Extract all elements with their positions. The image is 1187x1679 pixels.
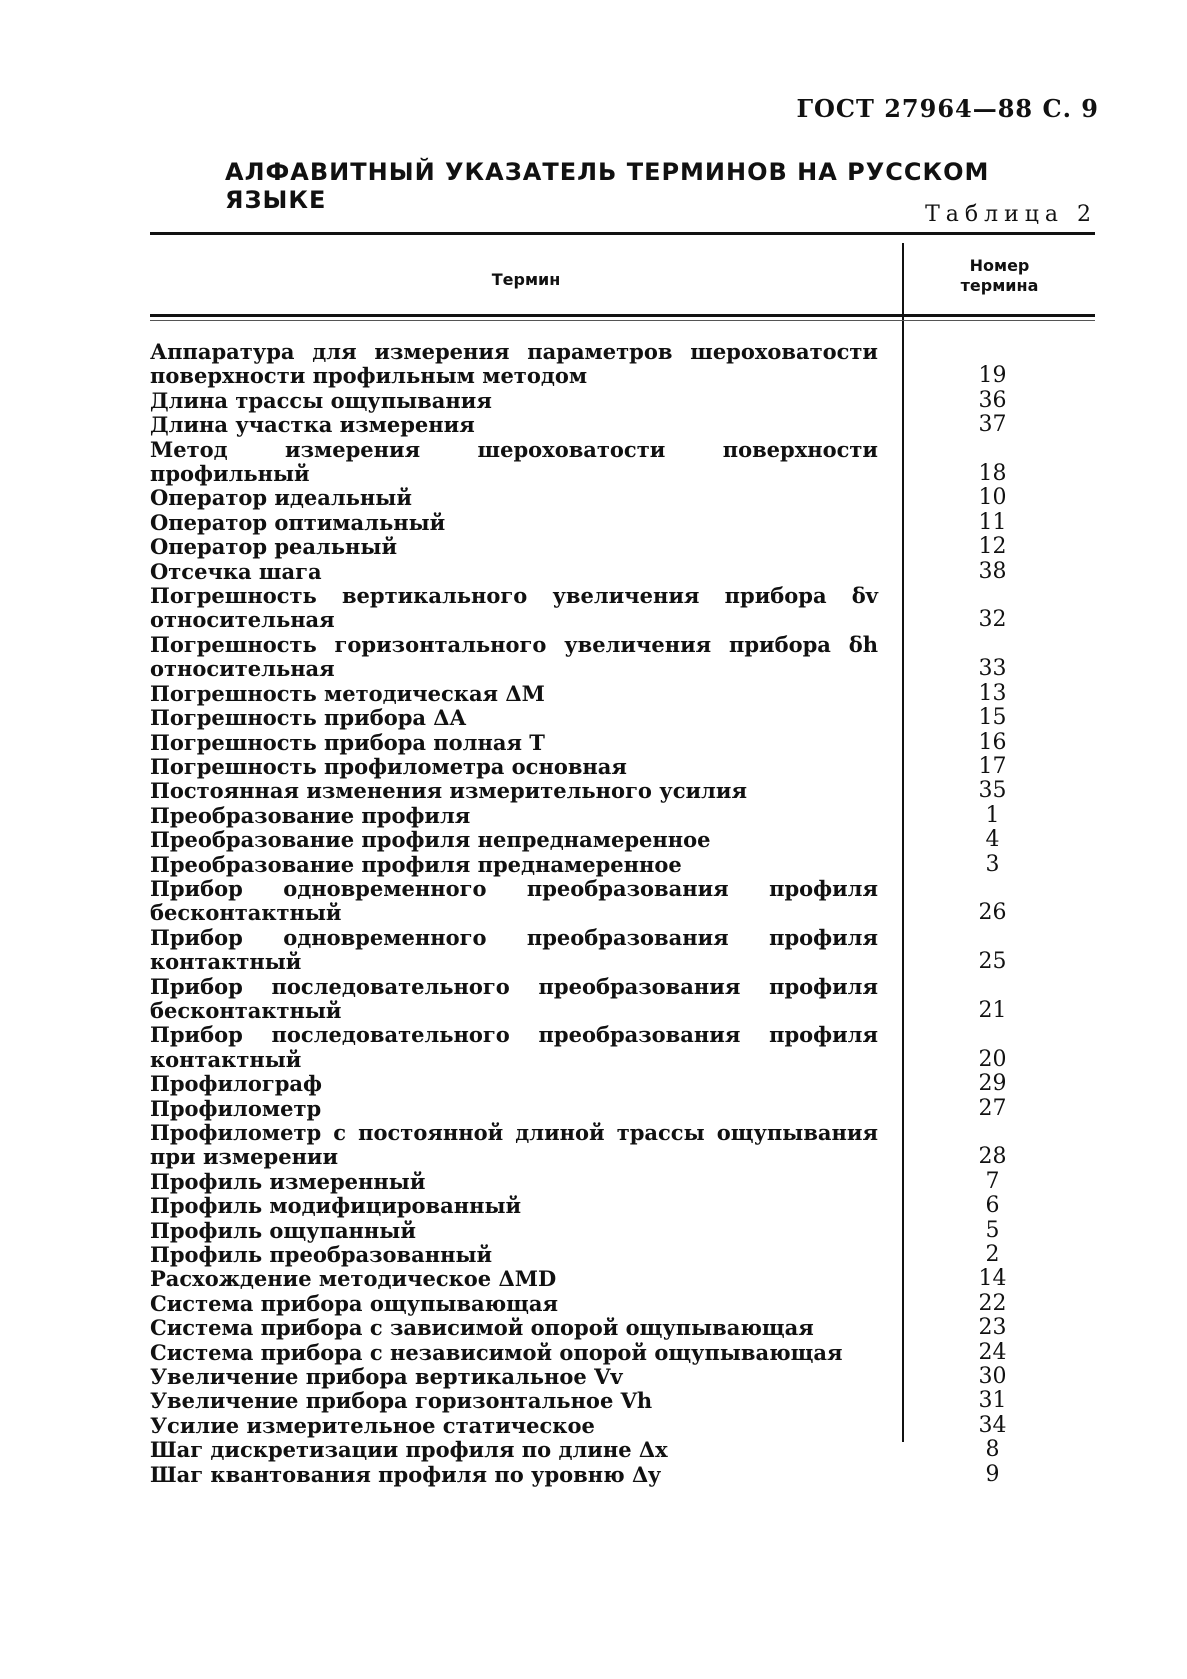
term-cell: Погрешность горизонтального увеличения прибора δh относительная bbox=[150, 631, 878, 682]
term-cell: Профилометр с постоянной длиной трассы ощупывания при измерении bbox=[150, 1120, 878, 1170]
term-number-cell: 27 bbox=[978, 1095, 1007, 1121]
term-number-cell: 31 bbox=[978, 1388, 1007, 1414]
term-number-cell: 21 bbox=[978, 997, 1007, 1023]
column-header-number bbox=[904, 256, 1095, 296]
table-row bbox=[150, 486, 1095, 510]
table-row bbox=[150, 1365, 1095, 1389]
term-cell: Шаг квантования профиля по уровню Δy bbox=[150, 1461, 661, 1487]
table-row bbox=[150, 1219, 1095, 1243]
terms-table-body bbox=[150, 340, 1095, 1487]
term-cell: Система прибора с зависимой опорой ощупывающая bbox=[150, 1315, 814, 1341]
term-number-cell: 22 bbox=[978, 1290, 1007, 1316]
term-cell: Профилограф bbox=[150, 1071, 322, 1097]
term-number-cell: 23 bbox=[978, 1315, 1007, 1341]
term-number-cell: 17 bbox=[978, 753, 1007, 779]
table-row bbox=[150, 828, 1095, 852]
term-cell: Шаг дискретизации профиля по длине Δx bbox=[150, 1437, 668, 1463]
term-cell: Прибор последовательного преобразования профиля бесконтактный bbox=[150, 973, 878, 1023]
term-number-cell: 38 bbox=[978, 558, 1007, 584]
term-cell: Оператор оптимальный bbox=[150, 509, 446, 535]
term-number-cell: 36 bbox=[978, 387, 1007, 413]
term-number-cell: 33 bbox=[978, 656, 1007, 682]
table-row bbox=[150, 1292, 1095, 1316]
table-row bbox=[150, 1414, 1095, 1438]
term-cell: Длина участка измерения bbox=[150, 412, 475, 438]
table-row bbox=[150, 706, 1095, 730]
term-number-cell: 24 bbox=[978, 1339, 1007, 1365]
term-cell: Аппаратура для измерения параметров шероховатости поверхности профильным методом bbox=[150, 339, 878, 389]
term-cell: Расхождение методическое ΔMD bbox=[150, 1266, 557, 1292]
column-header-term: Термин bbox=[491, 270, 561, 289]
term-cell: Система прибора с независимой опорой ощупывающая bbox=[150, 1339, 843, 1365]
term-number-cell: 8 bbox=[985, 1437, 1000, 1463]
table-row bbox=[150, 535, 1095, 559]
header-bottom-rule bbox=[150, 314, 1095, 317]
column-header-number-line1: Номер bbox=[969, 256, 1030, 275]
term-cell: Прибор одновременного преобразования профиля бесконтактный bbox=[150, 875, 878, 926]
term-number-cell: 6 bbox=[985, 1193, 1000, 1219]
term-number-cell: 14 bbox=[978, 1266, 1007, 1292]
table-row bbox=[150, 1023, 1095, 1072]
term-number-cell: 4 bbox=[985, 827, 1000, 853]
term-cell: Профилометр bbox=[150, 1095, 322, 1121]
term-number-cell: 19 bbox=[978, 363, 1007, 389]
term-cell: Метод измерения шероховатости поверхности профильный bbox=[150, 436, 878, 487]
term-number-cell: 18 bbox=[978, 461, 1007, 487]
term-cell: Прибор одновременного преобразования профиля контактный bbox=[150, 924, 878, 975]
table-row bbox=[150, 438, 1095, 487]
term-cell: Оператор реальный bbox=[150, 534, 398, 560]
term-cell: Система прибора ощупывающая bbox=[150, 1290, 559, 1316]
table-row bbox=[150, 877, 1095, 926]
page-header-code: ГОСТ 27964—88 С. 9 bbox=[796, 94, 1099, 123]
term-number-cell: 15 bbox=[978, 705, 1007, 731]
table-row bbox=[150, 682, 1095, 706]
table-row bbox=[150, 804, 1095, 828]
term-number-cell: 11 bbox=[978, 509, 1007, 535]
term-number-cell: 13 bbox=[978, 680, 1007, 706]
term-number-cell: 30 bbox=[978, 1364, 1007, 1390]
term-cell: Погрешность вертикального увеличения прибора δv относительная bbox=[150, 583, 878, 633]
table-row bbox=[150, 511, 1095, 535]
term-number-cell: 7 bbox=[985, 1168, 1000, 1194]
term-cell: Погрешность прибора полная T bbox=[150, 729, 545, 755]
table-row bbox=[150, 1121, 1095, 1170]
column-header-number-line2: термина bbox=[960, 276, 1039, 295]
table-row bbox=[150, 584, 1095, 633]
table-top-rule bbox=[150, 232, 1095, 235]
term-number-cell: 3 bbox=[985, 851, 1000, 877]
term-cell: Профиль модифицированный bbox=[150, 1193, 522, 1219]
table-row bbox=[150, 560, 1095, 584]
term-number-cell: 20 bbox=[978, 1046, 1007, 1072]
table-row bbox=[150, 1438, 1095, 1462]
term-cell: Преобразование профиля преднамеренное bbox=[150, 851, 682, 877]
term-cell: Профиль измеренный bbox=[150, 1168, 426, 1194]
term-cell: Увеличение прибора горизонтальное Vh bbox=[150, 1388, 653, 1414]
term-cell: Профиль ощупанный bbox=[150, 1217, 416, 1243]
table-row bbox=[150, 1389, 1095, 1413]
term-number-cell: 16 bbox=[978, 729, 1007, 755]
term-cell: Усилие измерительное статическое bbox=[150, 1412, 595, 1438]
table-row bbox=[150, 1316, 1095, 1340]
term-cell: Профиль преобразованный bbox=[150, 1242, 493, 1268]
term-number-cell: 28 bbox=[978, 1144, 1007, 1170]
term-cell: Увеличение прибора вертикальное Vv bbox=[150, 1364, 623, 1390]
table-row bbox=[150, 340, 1095, 389]
term-cell: Погрешность профилометра основная bbox=[150, 753, 627, 779]
table-row bbox=[150, 1072, 1095, 1096]
table-row bbox=[150, 779, 1095, 803]
table-row bbox=[150, 1170, 1095, 1194]
term-cell: Длина трассы ощупывания bbox=[150, 387, 492, 413]
term-number-cell: 12 bbox=[978, 534, 1007, 560]
term-cell: Преобразование профиля непреднамеренное bbox=[150, 827, 711, 853]
table-label: Таблица 2 bbox=[925, 202, 1097, 227]
header-bottom-rule-thin bbox=[150, 320, 1095, 321]
table-row bbox=[150, 755, 1095, 779]
table-row bbox=[150, 1341, 1095, 1365]
term-number-cell: 2 bbox=[985, 1242, 1000, 1268]
table-row bbox=[150, 389, 1095, 413]
term-cell: Погрешность методическая ΔM bbox=[150, 680, 545, 706]
term-cell: Оператор идеальный bbox=[150, 485, 412, 511]
term-number-cell: 1 bbox=[985, 802, 1000, 828]
term-number-cell: 5 bbox=[985, 1217, 1000, 1243]
term-number-cell: 35 bbox=[978, 778, 1007, 804]
table-row bbox=[150, 975, 1095, 1024]
term-cell: Погрешность прибора ΔA bbox=[150, 705, 466, 731]
table-row bbox=[150, 853, 1095, 877]
term-number-cell: 32 bbox=[978, 607, 1007, 633]
table-row bbox=[150, 1194, 1095, 1218]
term-cell: Постоянная изменения измерительного усилия bbox=[150, 778, 747, 804]
term-cell: Отсечка шага bbox=[150, 558, 322, 584]
table-row bbox=[150, 926, 1095, 975]
term-number-cell: 37 bbox=[978, 412, 1007, 438]
term-number-cell: 9 bbox=[985, 1461, 1000, 1487]
table-row bbox=[150, 1243, 1095, 1267]
table-row bbox=[150, 1097, 1095, 1121]
table-row bbox=[150, 731, 1095, 755]
table-row bbox=[150, 1463, 1095, 1487]
term-number-cell: 26 bbox=[978, 900, 1007, 926]
table-row bbox=[150, 633, 1095, 682]
term-number-cell: 10 bbox=[978, 485, 1007, 511]
table-row bbox=[150, 413, 1095, 437]
table-row bbox=[150, 1267, 1095, 1291]
term-cell: Прибор последовательного преобразования профиля контактный bbox=[150, 1022, 878, 1072]
term-number-cell: 29 bbox=[978, 1071, 1007, 1097]
document-title: АЛФАВИТНЫЙ УКАЗАТЕЛЬ ТЕРМИНОВ НА РУССКОМ ЯЗЫКЕ bbox=[225, 158, 990, 214]
term-number-cell: 34 bbox=[978, 1412, 1007, 1438]
term-cell: Преобразование профиля bbox=[150, 802, 471, 828]
term-number-cell: 25 bbox=[978, 949, 1007, 975]
